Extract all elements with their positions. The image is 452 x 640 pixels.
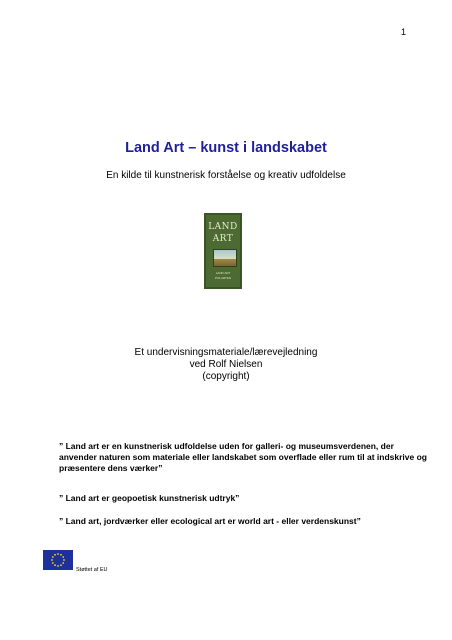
intro-author: ved Rolf Nielsen xyxy=(189,359,263,370)
intro-line-1: Et undervisningsmateriale/lærevejledning xyxy=(134,347,318,358)
page-number: 1 xyxy=(401,27,407,37)
intro-copyright: (copyright) xyxy=(202,371,250,382)
eu-stars-icon xyxy=(43,550,73,570)
logo-small-text-1: LAND ART xyxy=(215,271,231,275)
quote-3: ” Land art, jordværker eller ecological art er world art - eller verdenskunst” xyxy=(59,516,361,526)
land-art-logo xyxy=(204,213,242,289)
quote-1: ” Land art er en kunstnerisk udfoldelse uden for galleri- og museumsverdenen, der anvender naturen som materiale eller landskabet som overflade eller rum til at indskrive og præsentere dens værker” xyxy=(59,441,427,473)
intro-block xyxy=(0,347,452,383)
supported-by-eu-text: Støttet af EU xyxy=(76,567,108,573)
quote-2: ” Land art er geopoetisk kunstnerisk udtryk” xyxy=(59,493,240,503)
quotes-block xyxy=(59,441,429,526)
logo-text-land: LAND xyxy=(208,222,238,232)
logo-small-text-2: POLARTEN xyxy=(214,276,232,280)
eu-flag-icon xyxy=(43,550,73,570)
page-title: Land Art – kunst i landskabet xyxy=(125,140,327,156)
logo-text-art: ART xyxy=(212,234,234,244)
page-subtitle: En kilde til kunstnerisk forståelse og kreativ udfoldelse xyxy=(106,170,346,181)
landscape-icon xyxy=(213,249,237,267)
